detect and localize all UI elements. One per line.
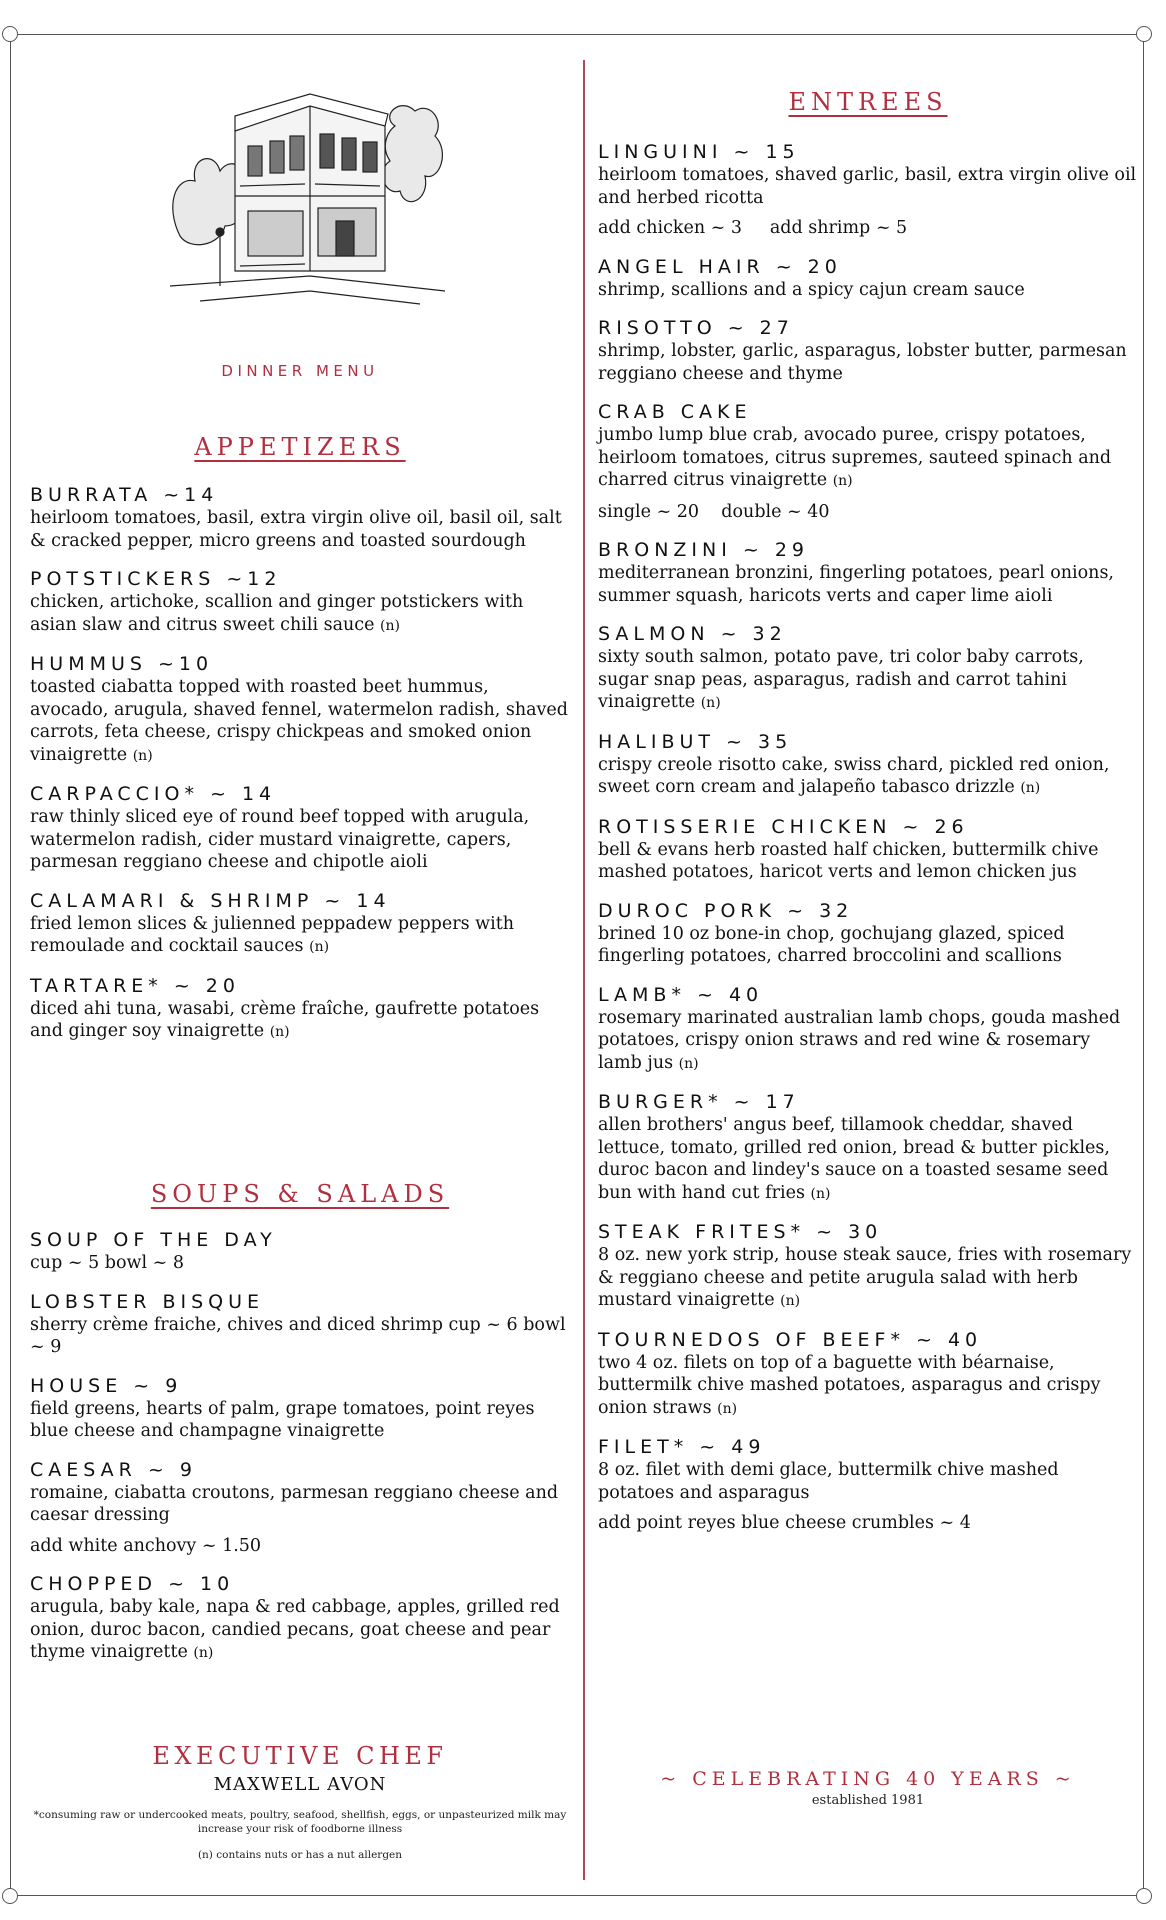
nut-allergen-marker: (n) — [309, 939, 330, 955]
menu-item-name: LAMB* ~ 40 — [598, 983, 764, 1006]
menu-item-description — [30, 1398, 570, 1443]
menu-item-description-text: sixty south salmon, potato pave, tri color baby carrots, sugar snap peas, asparagus, radish and carrot tahini vinaigrette — [598, 647, 1084, 712]
menu-item — [30, 1458, 570, 1558]
menu-item-description — [598, 164, 1138, 209]
menu-item-description-text: bell & evans herb roasted half chicken, buttermilk chive mashed potatoes, haricot verts and lemon chicken jus — [598, 839, 1099, 882]
menu-item-addon: add point reyes blue cheese crumbles ~ 4 — [598, 1513, 971, 1533]
menu-item-name: TARTARE* ~ 20 — [30, 974, 240, 997]
menu-item-description — [30, 507, 570, 552]
nut-allergen-note: (n) contains nuts or has a nut allergen — [197, 1849, 403, 1861]
menu-item-name: TOURNEDOS OF BEEF* ~ 40 — [598, 1328, 983, 1351]
column-divider — [583, 60, 585, 1880]
nut-allergen-marker: (n) — [1020, 780, 1041, 796]
nut-allergen-marker: (n) — [810, 1185, 831, 1202]
menu-item-description-text: heirloom tomatoes, shaved garlic, basil, extra virgin olive oil and herbed ricotta — [598, 165, 1137, 208]
menu-item — [30, 567, 570, 637]
menu-item-description-text: chicken, artichoke, scallion and ginger potstickers with asian slaw and citrus sweet chili sauce — [30, 592, 524, 635]
menu-item-name: BURGER* ~ 17 — [598, 1091, 800, 1113]
menu-item-name: SOUP OF THE DAY — [30, 1229, 277, 1251]
menu-item-description-text: 8 oz. filet with demi glace, buttermilk chive mashed potatoes and asparagus — [598, 1460, 1059, 1503]
nut-allergen-marker: (n) — [780, 1293, 801, 1309]
menu-item-name: LINGUINI ~ 15 — [598, 141, 800, 163]
menu-item — [598, 255, 1138, 302]
menu-item-description-text: field greens, hearts of palm, grape tomatoes, point reyes blue cheese and champagne vinaigrette — [30, 1398, 535, 1441]
menu-item-description-text: fried lemon slices & julienned peppadew peppers with remoulade and cocktail sauces — [30, 913, 515, 956]
menu-item-description-text: allen brothers' angus beef, tillamook cheddar, shaved lettuce, tomato, grilled red onion, bread & butter pickles, duroc bacon and lindey's sauce on a toasted sesame seed bun with hand cut fries — [598, 1115, 1110, 1203]
menu-item-addon: add chicken ~ 3 add shrimp ~ 5 — [598, 218, 908, 238]
menu-item-name: CALAMARI & SHRIMP ~ 14 — [30, 889, 391, 912]
menu-item — [598, 1220, 1138, 1313]
menu-item-description-text: diced ahi tuna, wasabi, crème fraîche, gaufrette potatoes and ginger soy vinaigrette — [30, 998, 540, 1041]
menu-item-description — [598, 424, 1138, 493]
menu-item-name: BRONZINI ~ 29 — [598, 539, 810, 561]
menu-item-description — [598, 754, 1138, 800]
menu-item-description — [598, 340, 1138, 385]
nut-allergen-marker: (n) — [193, 1645, 214, 1661]
menu-item-description — [598, 562, 1138, 607]
menu-item — [598, 622, 1138, 715]
menu-item-description — [30, 1252, 570, 1275]
nut-allergen-marker: (n) — [269, 1024, 290, 1040]
nut-allergen-marker: (n) — [132, 747, 153, 764]
executive-chef-name: MAXWELL AVON — [213, 1774, 387, 1795]
frame-corner — [2, 26, 18, 42]
menu-item-description — [30, 998, 570, 1044]
menu-item-description-text: shrimp, lobster, garlic, asparagus, lobster butter, parmesan reggiano cheese and thyme — [598, 341, 1127, 384]
menu-item-description — [30, 913, 570, 959]
menu-item — [598, 815, 1138, 884]
menu-item-description — [598, 646, 1138, 715]
menu-item-description-text: two 4 oz. filets on top of a baguette with béarnaise, buttermilk chive mashed potatoes, asparagus and crispy onion straws — [598, 1352, 1101, 1418]
menu-item — [598, 1435, 1138, 1535]
celebrating-banner: ~ CELEBRATING 40 YEARS ~ — [660, 1768, 1076, 1790]
menu-item-description-text: toasted ciabatta topped with roasted beet hummus, avocado, arugula, shaved fennel, watermelon radish, shaved carrots, feta cheese, crispy chickpeas and smoked onion vinaigrette — [30, 677, 568, 765]
menu-item-name: DUROC PORK ~ 32 — [598, 899, 854, 922]
menu-item-name: CARPACCIO* ~ 14 — [30, 783, 277, 805]
soups-salads-title: SOUPS & SALADS — [150, 1180, 450, 1208]
entrees-list — [598, 140, 1138, 1550]
restaurant-building-illustration — [160, 86, 450, 316]
nut-allergen-marker: (n) — [700, 695, 721, 711]
menu-subtitle: DINNER MENU — [221, 362, 379, 380]
menu-item — [598, 140, 1138, 240]
frame-corner — [1136, 26, 1152, 42]
menu-item — [598, 1090, 1138, 1205]
executive-chef-title: EXECUTIVE CHEF — [152, 1742, 448, 1770]
menu-item-name: ROTISSERIE CHICKEN ~ 26 — [598, 815, 969, 838]
menu-item-description-text: crispy creole risotto cake, swiss chard, pickled red onion, sweet corn cream and jalapeño tabasco drizzle — [598, 754, 1110, 797]
menu-item-description-text: sherry crème fraiche, chives and diced shrimp cup ~ 6 bowl ~ 9 — [30, 1314, 566, 1357]
menu-item-addon: add white anchovy ~ 1.50 — [30, 1535, 262, 1556]
menu-item-name: HUMMUS ~10 — [30, 653, 214, 675]
menu-item-description-text: mediterranean bronzini, fingerling potatoes, pearl onions, summer squash, haricots verts and caper lime aioli — [598, 563, 1114, 606]
menu-item-name: BURRATA ~14 — [30, 484, 219, 506]
menu-item — [30, 974, 570, 1044]
menu-item — [598, 730, 1138, 800]
nut-allergen-marker: (n) — [717, 1400, 738, 1417]
nut-allergen-marker: (n) — [832, 473, 853, 489]
menu-item — [598, 899, 1138, 968]
menu-item-description-text: romaine, ciabatta croutons, parmesan reggiano cheese and caesar dressing — [30, 1482, 559, 1525]
menu-item-description-text: arugula, baby kale, napa & red cabbage, apples, grilled red onion, duroc bacon, candied pecans, goat cheese and pear thyme vinaigrette — [30, 1597, 560, 1662]
menu-item-description — [30, 1482, 570, 1527]
raw-food-warning: *consuming raw or undercooked meats, poultry, seafood, shellfish, eggs, or unpasteurized milk may increase your risk of foodborne illness — [33, 1809, 567, 1835]
menu-item-description — [598, 279, 1138, 302]
menu-item-description — [30, 676, 570, 767]
menu-item-name: ANGEL HAIR ~ 20 — [598, 255, 842, 278]
menu-item — [598, 400, 1138, 523]
menu-item — [30, 782, 570, 874]
menu-item-description-text: cup ~ 5 bowl ~ 8 — [30, 1253, 184, 1273]
menu-item-description-text: raw thinly sliced eye of round beef topped with arugula, watermelon radish, cider mustard vinaigrette, capers, parmesan reggiano cheese and chipotle aioli — [30, 807, 530, 872]
nut-allergen-marker: (n) — [678, 1055, 699, 1072]
menu-item-name: CRAB CAKE — [598, 401, 752, 423]
menu-item-name: RISOTTO ~ 27 — [598, 317, 794, 339]
menu-item-description-text: shrimp, scallions and a spicy cajun cream sauce — [598, 279, 1025, 300]
menu-item — [30, 483, 570, 552]
menu-item-description — [30, 806, 570, 874]
menu-item — [598, 316, 1138, 385]
nut-allergen-marker: (n) — [380, 617, 400, 634]
menu-item — [30, 1228, 570, 1275]
menu-item-description — [30, 591, 570, 637]
frame-corner — [1136, 1888, 1152, 1904]
entrees-title: ENTREES — [788, 88, 948, 116]
menu-item — [30, 1572, 570, 1665]
frame-corner — [2, 1888, 18, 1904]
menu-item-name: LOBSTER BISQUE — [30, 1290, 265, 1313]
menu-item-description-text: rosemary marinated australian lamb chops, gouda mashed potatoes, crispy onion straws and red wine & rosemary lamb jus — [598, 1007, 1121, 1073]
menu-item-addon: single ~ 20 double ~ 40 — [598, 501, 830, 522]
menu-item-name: HOUSE ~ 9 — [30, 1374, 183, 1397]
menu-item-description — [598, 1352, 1138, 1421]
menu-item-description — [598, 1244, 1138, 1313]
appetizers-title: APPETIZERS — [194, 433, 406, 461]
menu-item — [598, 983, 1138, 1076]
appetizers-list — [30, 483, 570, 1059]
menu-item-description — [598, 839, 1138, 884]
menu-item — [30, 1374, 570, 1443]
menu-item-description — [598, 1007, 1138, 1076]
menu-item-name: HALIBUT ~ 35 — [598, 730, 793, 753]
menu-item-name: POTSTICKERS ~12 — [30, 568, 282, 590]
menu-item-description — [30, 1596, 570, 1665]
established-year: established 1981 — [811, 1793, 925, 1808]
menu-item-name: FILET* ~ 49 — [598, 1436, 766, 1458]
menu-item-description — [598, 923, 1138, 968]
menu-item-name: STEAK FRITES* ~ 30 — [598, 1221, 883, 1243]
menu-item-description — [598, 1114, 1138, 1205]
menu-item-name: SALMON ~ 32 — [598, 623, 787, 645]
menu-item — [598, 1328, 1138, 1421]
menu-item — [30, 652, 570, 767]
menu-item — [30, 1290, 570, 1359]
menu-item-description-text: jumbo lump blue crab, avocado puree, crispy potatoes, heirloom tomatoes, citrus supremes, sauteed spinach and charred citrus vinaigrette — [598, 425, 1112, 490]
menu-item — [598, 538, 1138, 607]
menu-item-description-text: 8 oz. new york strip, house steak sauce, fries with rosemary & reggiano cheese and petite arugula salad with herb mustard vinaigrette — [598, 1245, 1132, 1310]
soups-salads-list — [30, 1228, 570, 1680]
menu-item-name: CHOPPED ~ 10 — [30, 1573, 235, 1595]
menu-item-description-text: brined 10 oz bone-in chop, gochujang glazed, spiced fingerling potatoes, charred broccolini and scallions — [598, 923, 1065, 966]
menu-item — [30, 889, 570, 959]
menu-item-description — [598, 1459, 1138, 1504]
menu-item-description — [30, 1314, 570, 1359]
menu-item-name: CAESAR ~ 9 — [30, 1458, 197, 1481]
menu-item-description-text: heirloom tomatoes, basil, extra virgin olive oil, basil oil, salt & cracked pepper, micro greens and toasted sourdough — [30, 508, 562, 551]
